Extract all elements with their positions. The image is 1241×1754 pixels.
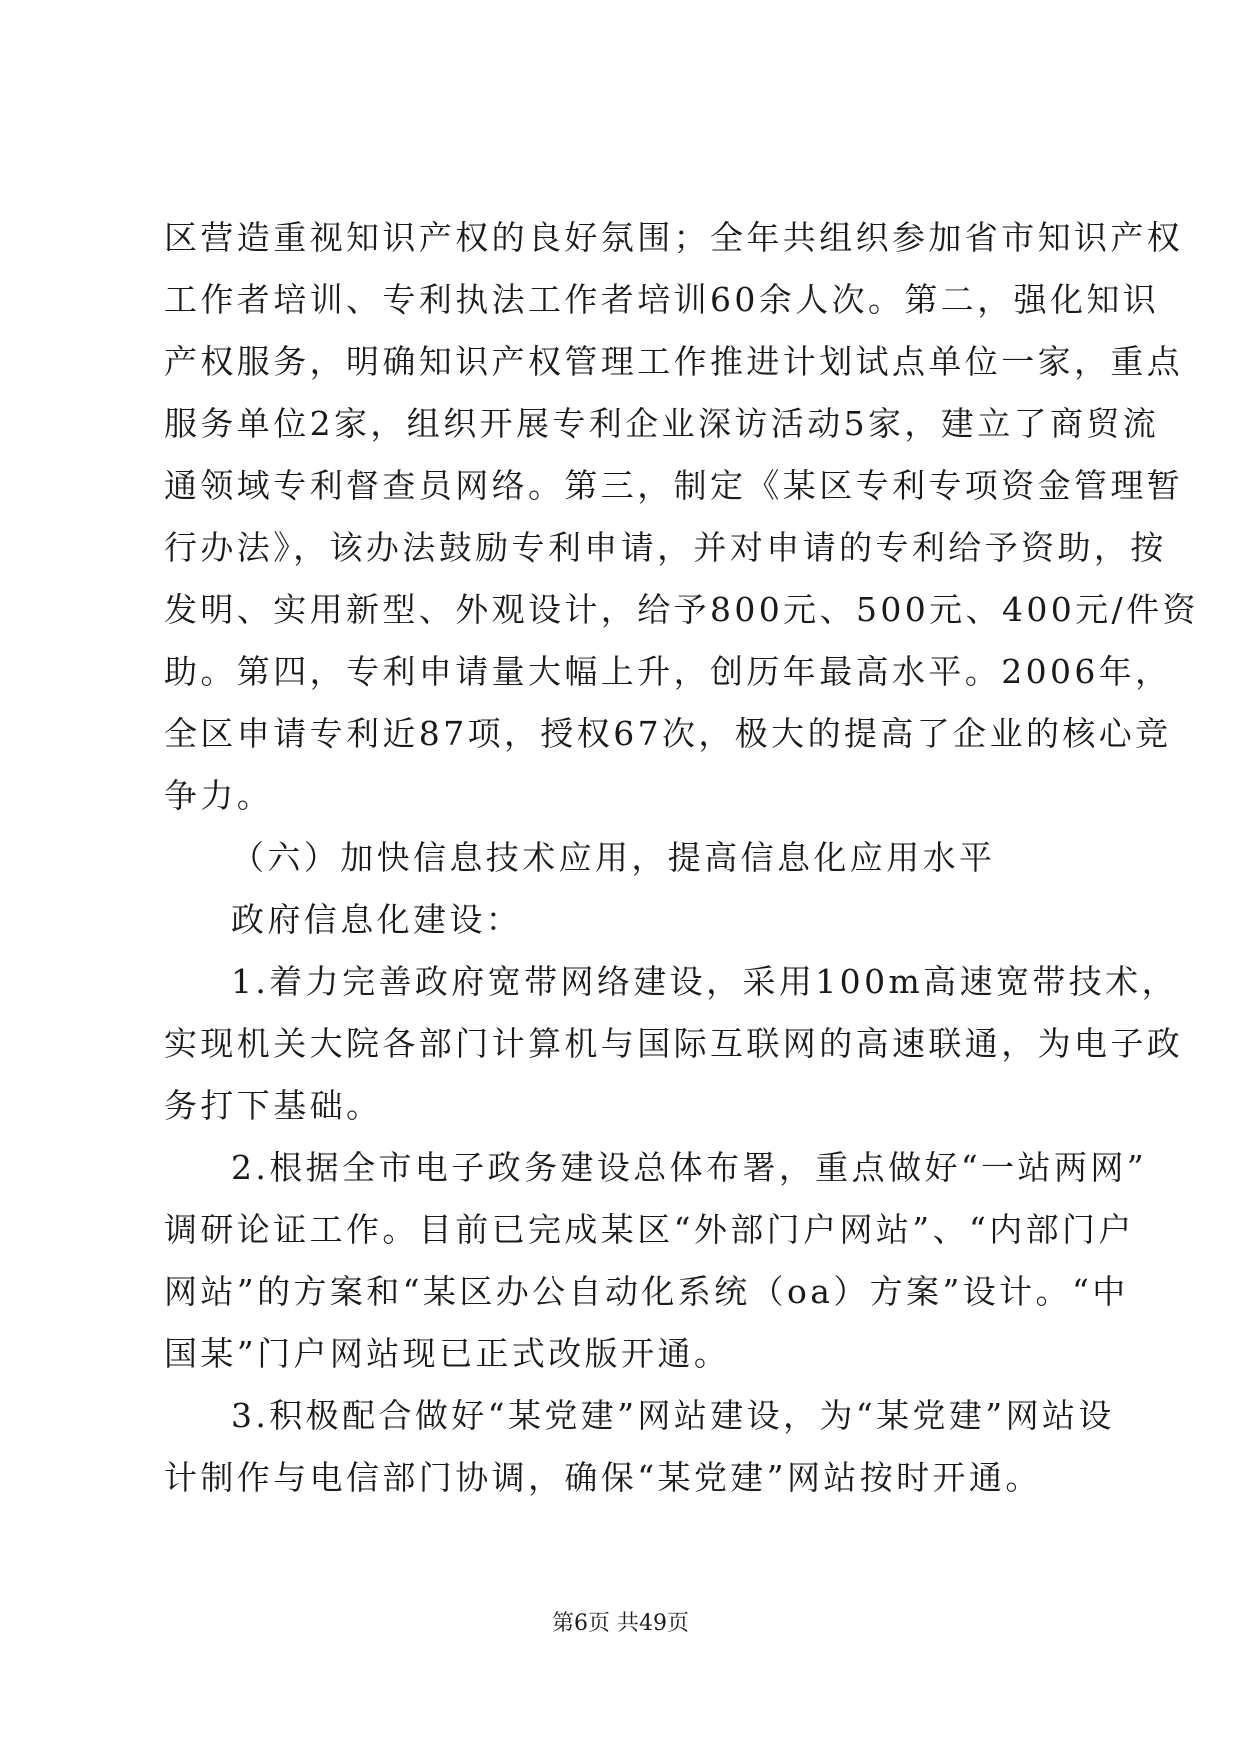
item-2-line-2: 调研论证工作。目前已完成某区“外部门户网站”、“内部门户: [164, 1210, 1135, 1249]
item-3-line-1: 3.积极配合做好“某党建”网站建设，为“某党建”网站设: [231, 1396, 1115, 1435]
body-line-8: 助。第四，专利申请量大幅上升，创历年最高水平。2006年，: [164, 652, 1172, 691]
body-line-6: 行办法》，该办法鼓励专利申请，并对申请的专利给予资助，按: [164, 528, 1167, 567]
item-2-line-3: 网站”的方案和“某区办公自动化系统（oa）方案”设计。“中: [164, 1272, 1129, 1311]
item-1-line-2: 实现机关大院各部门计算机与国际互联网的高速联通，为电子政: [164, 1024, 1184, 1063]
subsection-title: 政府信息化建设：: [231, 900, 523, 939]
body-line-5: 通领域专利督查员网络。第三，制定《某区专利专项资金管理暂: [164, 466, 1184, 505]
item-2-line-1: 2.根据全市电子政务建设总体布署，重点做好“一站两网”: [231, 1148, 1148, 1187]
section-heading: （六）加快信息技术应用，提高信息化应用水平: [231, 838, 996, 877]
body-line-10: 争力。: [164, 776, 274, 815]
body-line-7: 发明、实用新型、外观设计，给予800元、500元、400元/件资: [164, 590, 1199, 629]
item-2-line-4: 国某”门户网站现已正式改版开通。: [164, 1334, 731, 1373]
body-line-2: 工作者培训、专利执法工作者培训60余人次。第二，强化知识: [164, 280, 1160, 319]
body-line-9: 全区申请专利近87项，授权67次，极大的提高了企业的核心竞: [164, 714, 1172, 753]
page-number-footer: 第6页 共49页: [552, 1611, 689, 1636]
body-line-1: 区营造重视知识产权的良好氛围；全年共组织参加省市知识产权: [164, 218, 1184, 257]
body-line-3: 产权服务，明确知识产权管理工作推进计划试点单位一家，重点: [164, 342, 1184, 381]
body-line-4: 服务单位2家，组织开展专利企业深访活动5家，建立了商贸流: [164, 404, 1160, 443]
item-3-line-2: 计制作与电信部门协调，确保“某党建”网站按时开通。: [164, 1458, 1042, 1497]
item-1-line-1: 1.着力完善政府宽带网络建设，采用100m高速宽带技术，: [231, 962, 1178, 1001]
item-1-line-3: 务打下基础。: [164, 1086, 383, 1125]
